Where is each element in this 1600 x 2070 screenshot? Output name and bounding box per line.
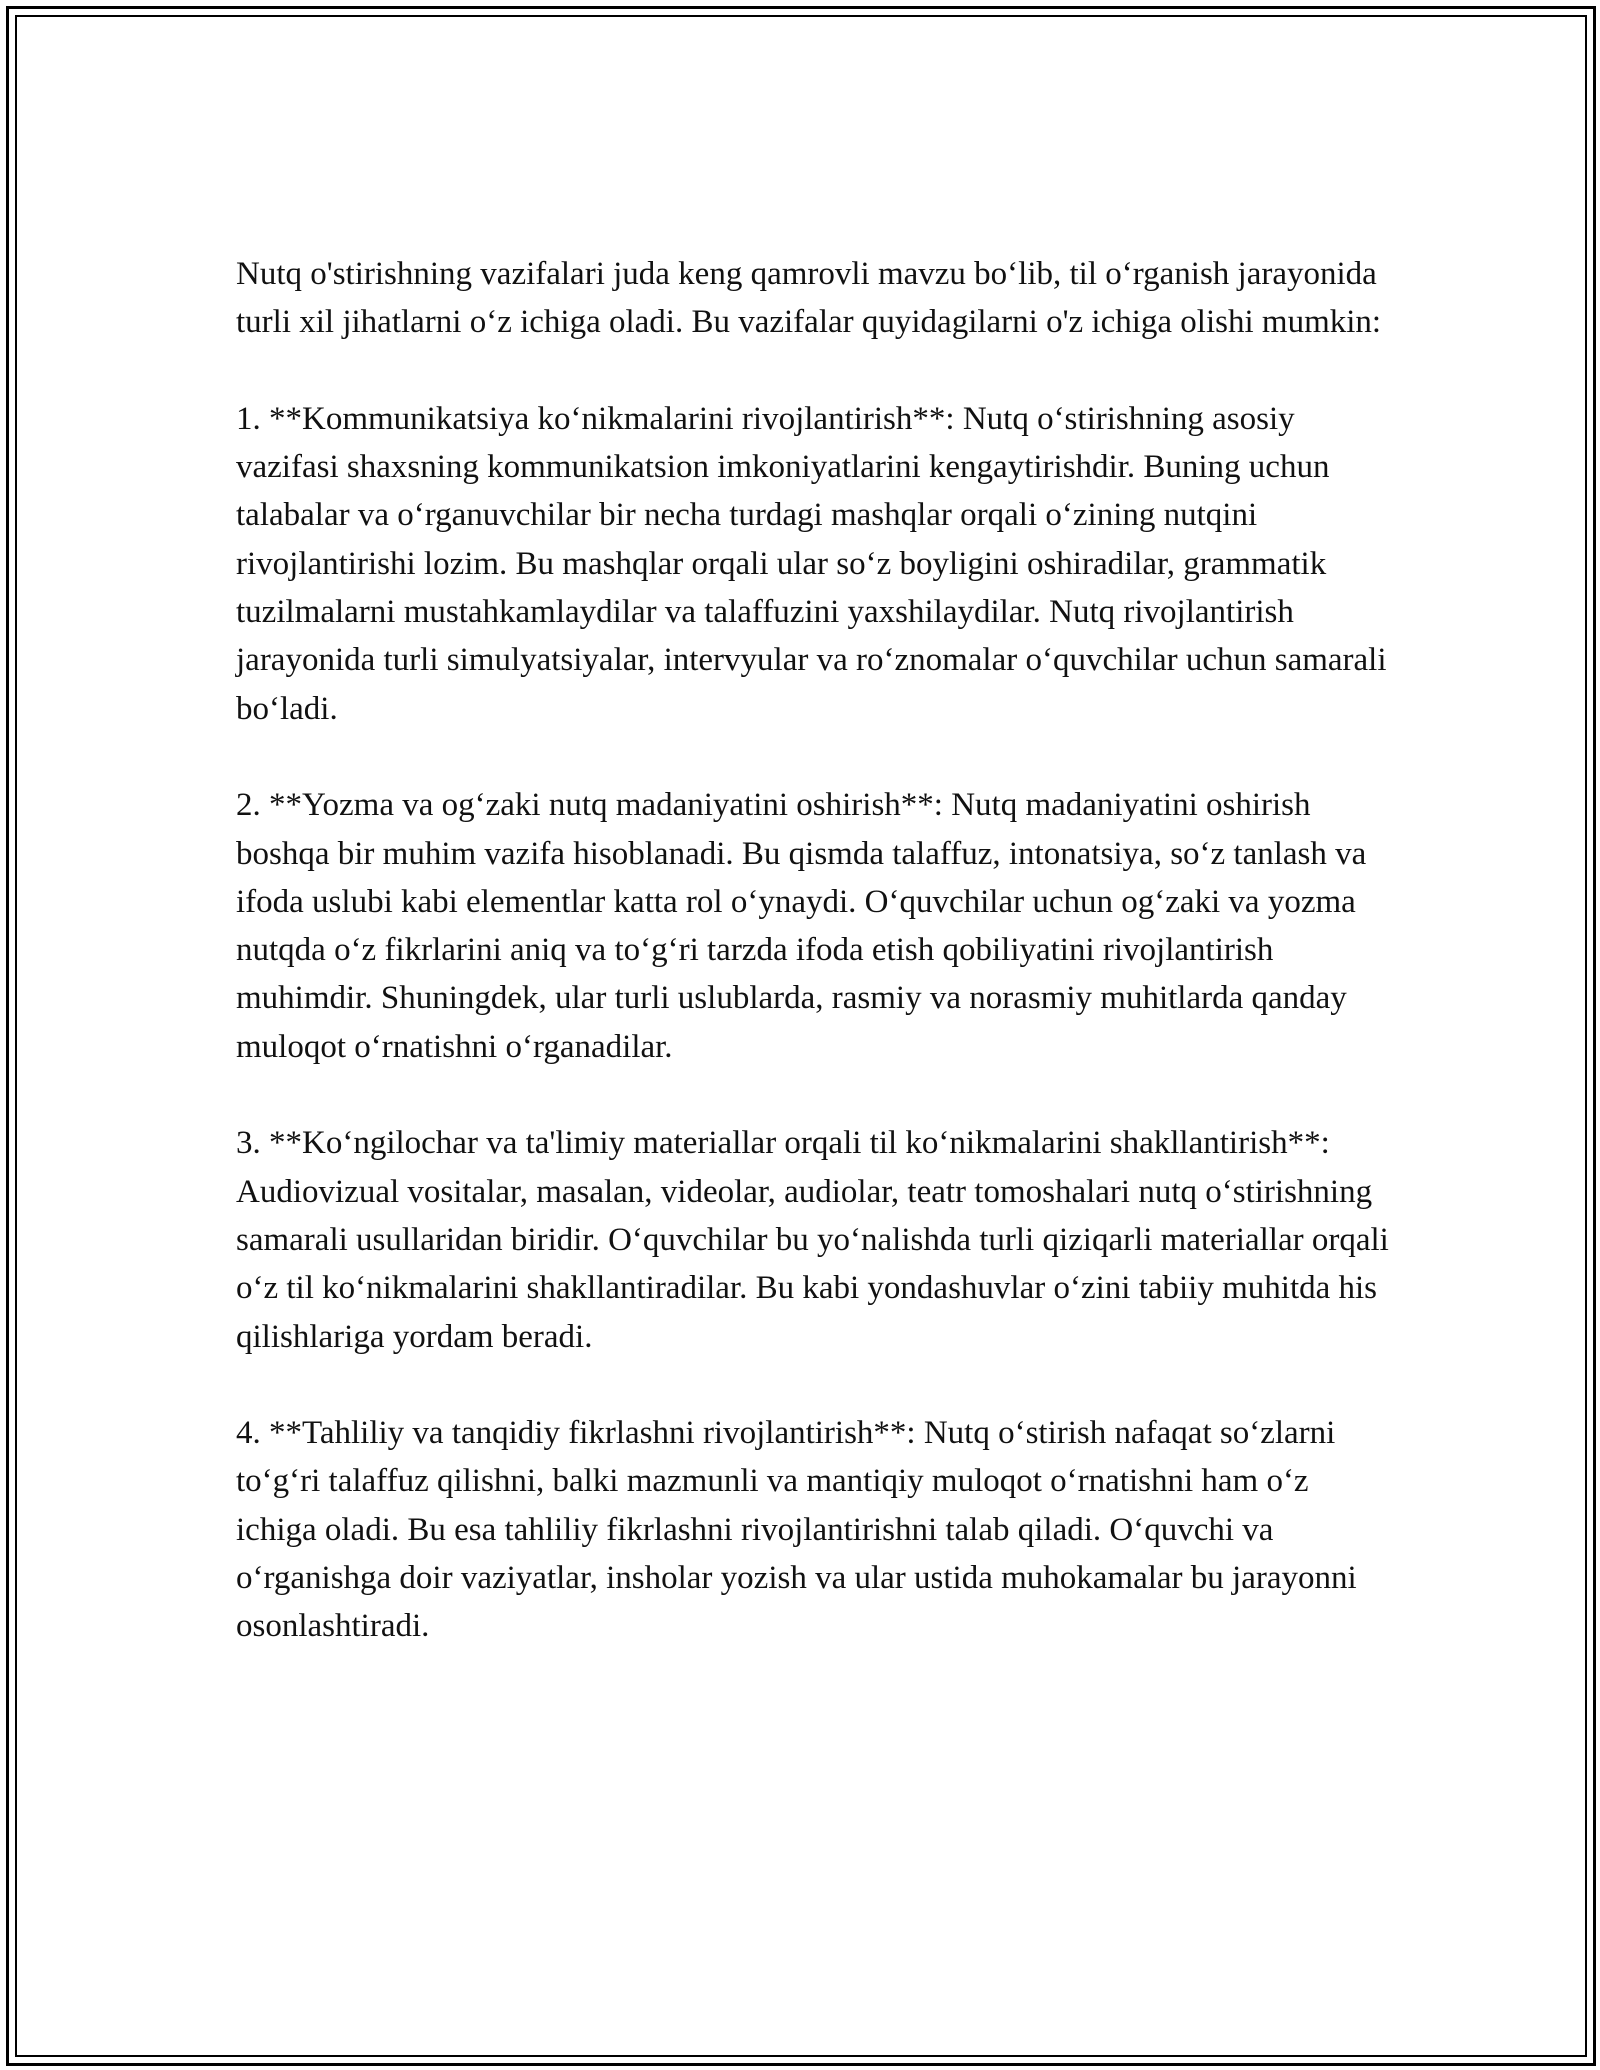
intro-paragraph: Nutq o'stirishning vazifalari juda keng qamrovli mavzu bo‘lib, til o‘rganish jarayonida turli xil jihatlarni o‘z ichiga oladi. Bu vazifalar quyidagilarni o'z ichiga olishi mumkin: [236,256,1382,341]
list-item-2: 2. **Yozma va og‘zaki nutq madaniyatini oshirish**: Nutq madaniyatini oshirish boshqa bir muhim vazifa hisoblanadi. Bu qismda talaffuz, intonatsiya, so‘z tanlash va ifoda uslubi kabi elementlar katta rol o‘ynaydi. O‘quvchilar uchun og‘zaki va yozma nutqda o‘z fikrlarini aniq va to‘g‘ri tarzda ifoda etish qobiliyatini rivojlantirish muhimdir. Shuningdek, ular turli uslublarda, rasmiy va norasmiy muhitlarda qanday muloqot o‘rnatishni o‘rganadilar. [236,787,1367,1065]
document-body [236,250,1396,1651]
list-item-4: 4. **Tahliliy va tanqidiy fikrlashni rivojlantirish**: Nutq o‘stirish nafaqat so‘zlarni to‘g‘ri talaffuz qilishni, balki mazmunli va mantiqiy muloqot o‘rnatishni ham o‘z ichiga oladi. Bu esa tahliliy fikrlashni rivojlantirishni talab qiladi. O‘quvchi va o‘rganishga doir vaziyatlar, insholar yozish va ular ustida muhokamalar bu jarayonni osonlashtiradi. [236,1415,1357,1645]
list-item-3: 3. **Ko‘ngilochar va ta'limiy materiallar orqali til ko‘nikmalarini shakllantirish**: Audiovizual vositalar, masalan, videolar, audiolar, teatr tomoshalari nutq o‘stirishning samarali usullaridan biridir. O‘quvchilar bu yo‘nalishda turli qiziqarli materiallar orqali o‘z til ko‘nikmalarini shakllantiradilar. Bu kabi yondashuvlar o‘zini tabiiy muhitda his qilishlariga yordam beradi. [236,1125,1389,1355]
list-item-1: 1. **Kommunikatsiya ko‘nikmalarini rivojlantirish**: Nutq o‘stirishning asosiy vazifasi shaxsning kommunikatsion imkoniyatlarini kengaytirishdir. Buning uchun talabalar va o‘rganuvchilar bir necha turdagi mashqlar orqali o‘zining nutqini rivojlantirishi lozim. Bu mashqlar orqali ular so‘z boyligini oshiradilar, grammatik tuzilmalarni mustahkamlaydilar va talaffuzini yaxshilaydilar. Nutq rivojlantirish jarayonida turli simulyatsiyalar, intervyular va ro‘znomalar o‘quvchilar uchun samarali bo‘ladi. [236,400,1387,727]
